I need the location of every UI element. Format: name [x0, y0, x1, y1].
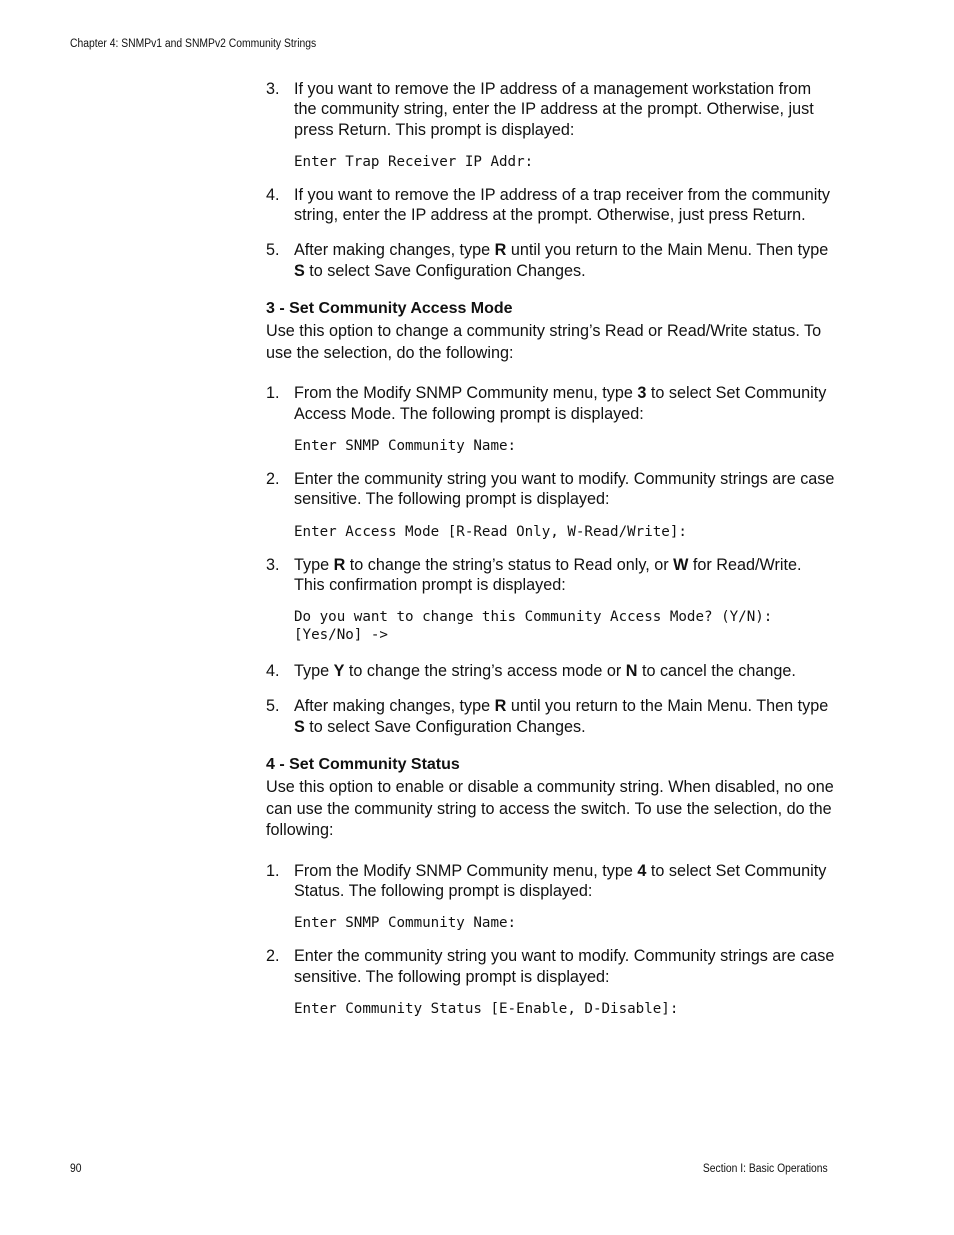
- list-number: 2.: [266, 947, 280, 966]
- step-text: Type: [294, 555, 334, 574]
- key-s: S: [294, 717, 305, 736]
- key-r: R: [494, 697, 507, 716]
- key-r: R: [333, 555, 346, 574]
- list-text: If you want to remove the IP address of a management workstation from the community string, enter the IP address at the prompt. Otherwise, just press Return. This prompt is displayed:: [294, 80, 814, 139]
- key-n: N: [625, 662, 638, 681]
- list-text-a: After making changes, type: [294, 241, 495, 260]
- code-prompt: Enter SNMP Community Name:: [294, 915, 517, 932]
- step-text: After making changes, type: [294, 697, 495, 716]
- step-text: From the Modify SNMP Community menu, type: [294, 384, 638, 403]
- step-text: to change the string’s access mode or: [344, 662, 626, 681]
- code-prompt-line-1: Do you want to change this Community Access Mode? (Y/N):: [294, 609, 773, 626]
- sec3-step-3: [266, 555, 836, 596]
- step-text: Enter the community string you want to modify. Community strings are case sensitive. The following prompt is displayed:: [294, 469, 835, 509]
- sec3-step-4: [266, 661, 836, 681]
- list-text-c: until you return to the Main Menu. Then type: [506, 241, 829, 260]
- footer-section: Section I: Basic Operations: [703, 1163, 828, 1175]
- section-heading-3: 3 - Set Community Access Mode: [266, 300, 513, 318]
- step-text: Type: [294, 662, 334, 681]
- step-text: to select Set Community Access Mode. The following prompt is displayed:: [294, 384, 827, 423]
- running-header: Chapter 4: SNMPv1 and SNMPv2 Community Strings: [70, 38, 317, 50]
- list-item-5: [266, 240, 836, 281]
- list-number: 3.: [266, 80, 280, 98]
- sec4-step-1: [266, 861, 836, 902]
- list-item-3: [266, 79, 836, 140]
- code-prompt: Enter SNMP Community Name:: [294, 437, 517, 454]
- list-number: 3.: [266, 555, 280, 574]
- list-number: 1.: [266, 384, 280, 403]
- sec4-step-2: [266, 946, 836, 987]
- key-w: W: [673, 555, 689, 574]
- step-text: to select Set Community Status. The following prompt is displayed:: [294, 861, 827, 901]
- page-number: 90: [70, 1163, 82, 1175]
- code-prompt: Enter Access Mode [R-Read Only, W-Read/Write]:: [294, 523, 687, 540]
- sec3-step-2: [266, 469, 836, 510]
- list-number: 5.: [266, 241, 280, 260]
- step-text: to change the string’s status to Read only, or: [345, 555, 674, 574]
- section-intro-4: Use this option to enable or disable a community string. When disabled, no one can use the community string to access the switch. To use the selection, do the following:: [266, 778, 834, 840]
- code-prompt: Enter Community Status [E-Enable, D-Disable]:: [294, 1001, 679, 1018]
- list-number: 4.: [266, 185, 280, 204]
- key-y: Y: [333, 662, 345, 681]
- step-text: Enter the community string you want to modify. Community strings are case sensitive. The following prompt is displayed:: [294, 947, 835, 986]
- code-prompt-line-2: [Yes/No] ->: [294, 627, 388, 644]
- section-heading-4: 4 - Set Community Status: [266, 756, 460, 774]
- list-number: 4.: [266, 662, 280, 681]
- list-item-4: [266, 185, 836, 226]
- list-number: 1.: [266, 861, 280, 880]
- list-text-e: to select Save Configuration Changes.: [304, 261, 586, 280]
- list-number: 2.: [266, 469, 280, 488]
- content-column: [266, 79, 836, 1018]
- step-text: until you return to the Main Menu. Then type: [506, 697, 829, 716]
- code-prompt: Enter Trap Receiver IP Addr:: [294, 153, 534, 170]
- sec3-step-5: [266, 696, 836, 737]
- key-3: 3: [637, 384, 647, 403]
- key-s: S: [294, 261, 305, 280]
- key-r: R: [494, 241, 507, 260]
- key-4: 4: [637, 861, 647, 880]
- step-text: for Read/Write. This confirmation prompt is displayed:: [294, 555, 802, 594]
- step-text: From the Modify SNMP Community menu, type: [294, 861, 638, 880]
- section-intro-3: Use this option to change a community string’s Read or Read/Write status. To use the selection, do the following:: [266, 322, 822, 362]
- list-text: If you want to remove the IP address of a trap receiver from the community string, enter the IP address at the prompt. Otherwise, just press Return.: [294, 185, 830, 225]
- sec3-step-1: [266, 383, 836, 424]
- step-text: to select Save Configuration Changes.: [304, 717, 586, 736]
- step-text: to cancel the change.: [637, 662, 796, 681]
- list-number: 5.: [266, 697, 280, 716]
